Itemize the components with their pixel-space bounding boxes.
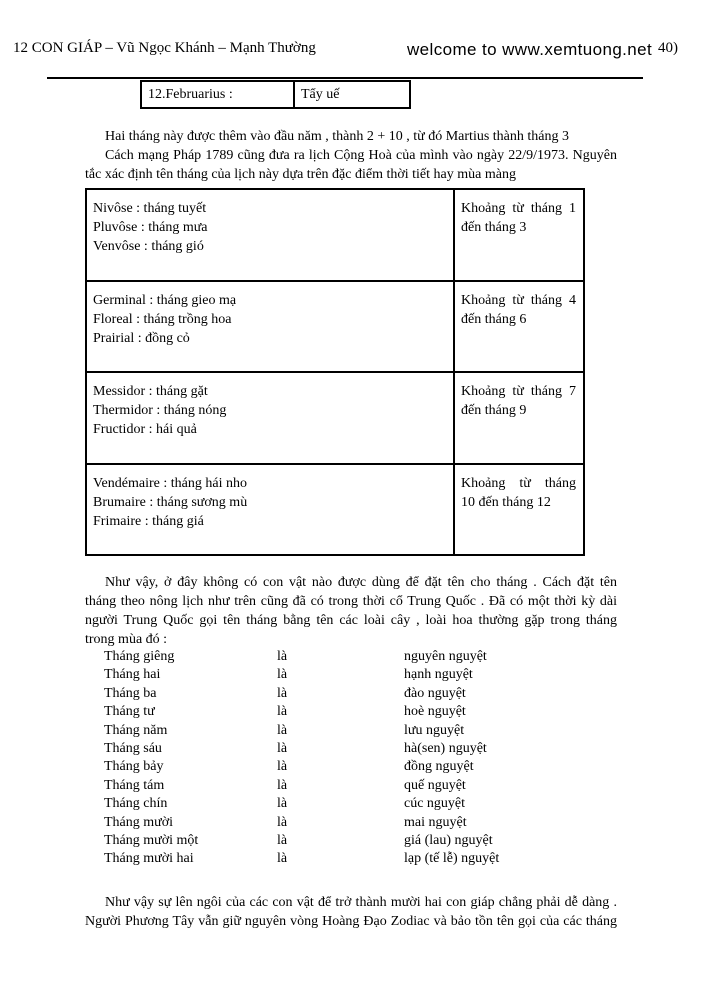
- month-value: quế nguyệt: [404, 777, 466, 793]
- month-value: lạp (tế lễ) nguyệt: [404, 851, 500, 867]
- month-value: hà(sen) nguyệt: [404, 740, 487, 756]
- month-name-line: Pluvôse : tháng mưa: [93, 220, 208, 235]
- month-verb: là: [277, 667, 288, 683]
- month-name: Tháng chín: [104, 796, 168, 812]
- closing-line-1: Như vậy sự lên ngôi của các con vật để trở thành mười hai con giáp chẳng phải dễ dàng .: [105, 895, 617, 910]
- republican-calendar-table: [85, 188, 585, 556]
- month-value: giá (lau) nguyệt: [404, 832, 493, 848]
- month-name-line: Venvôse : tháng gió: [93, 239, 204, 254]
- closing-line-2: Người Phương Tây vẫn giữ nguyên vòng Hoàng Đạo Zodiac và bảo tồn tên gọi của các tháng: [85, 914, 617, 929]
- middle-paragraph: [85, 573, 617, 649]
- month-verb: là: [277, 851, 288, 867]
- month-verb: là: [277, 704, 288, 720]
- month-list-row: [85, 666, 617, 684]
- table-row: [86, 189, 584, 281]
- month-name-line: Prairial : đồng cỏ: [93, 330, 190, 346]
- month-range-line: đến tháng 9: [461, 403, 527, 418]
- table-row: [86, 464, 584, 556]
- month-verb: là: [277, 649, 288, 664]
- month-name-line: Germinal : tháng gieo mạ: [93, 292, 237, 308]
- month-name: Tháng giêng: [104, 649, 175, 664]
- month-list-row: [85, 777, 617, 795]
- month-value: hoè nguyệt: [404, 704, 466, 720]
- month-name-line: Vendémaire : tháng hái nho: [93, 475, 247, 491]
- intro-paragraph: [85, 127, 617, 184]
- table-row: [86, 281, 584, 373]
- month-range-line: đến tháng 3: [461, 220, 527, 235]
- month-value: hạnh nguyệt: [404, 667, 473, 683]
- page-number: 40): [658, 40, 678, 56]
- month-value: lưu nguyệt: [404, 722, 465, 738]
- month-verb: là: [277, 759, 288, 775]
- month-name-line: Fructidor : hái quả: [93, 422, 197, 437]
- middle-line-3: người Trung Quốc gọi tên tháng bằng tên các loài cây , loài hoa thường gặp trong tháng: [85, 613, 617, 628]
- middle-line-2: tháng theo nông lịch như trên cũng đã có trong thời cổ Trung Quốc . Đã có một thời kỳ dài: [85, 594, 617, 609]
- month-name: Tháng bảy: [104, 759, 164, 775]
- month-name-line: Floreal : tháng trồng hoa: [93, 311, 232, 327]
- closing-paragraph: [85, 893, 617, 931]
- month-list-row: [85, 758, 617, 776]
- month-list-row: [85, 795, 617, 813]
- month-value: cúc nguyệt: [404, 796, 466, 812]
- month-range-line: Khoảng từ tháng 1: [461, 201, 576, 216]
- month-list-row: [85, 685, 617, 703]
- month-range-cell: [454, 281, 584, 373]
- month-name: Tháng tư: [104, 704, 155, 720]
- februarius-label-cell: 12.Februarius :: [141, 81, 294, 108]
- month-value: đào nguyệt: [404, 685, 466, 701]
- month-range-line: 10 đến tháng 12: [461, 494, 551, 510]
- month-value: đồng nguyệt: [404, 759, 474, 775]
- februarius-value-cell: Tẩy uế: [294, 81, 410, 108]
- month-name-line: Frimaire : tháng giá: [93, 513, 204, 529]
- header-title: 12 CON GIÁP – Vũ Ngọc Khánh – Mạnh Thường: [13, 40, 316, 56]
- month-name: Tháng mười một: [104, 832, 199, 848]
- month-verb: là: [277, 777, 288, 793]
- intro-line-2: Cách mạng Pháp 1789 cũng đưa ra lịch Cộng Hoà của mình vào ngày 22/9/1973. Nguyên: [105, 148, 617, 163]
- month-names-cell: [86, 372, 454, 464]
- table-row: [86, 372, 584, 464]
- month-list-row: [85, 703, 617, 721]
- month-names-cell: [86, 464, 454, 556]
- month-verb: là: [277, 796, 288, 812]
- month-verb: là: [277, 740, 288, 756]
- februarius-table: [140, 80, 411, 109]
- month-list-row: [85, 722, 617, 740]
- month-name: Tháng năm: [104, 722, 168, 738]
- month-list-row: [85, 648, 617, 666]
- month-name: Tháng hai: [104, 667, 161, 683]
- header-site-url: welcome to www.xemtuong.net: [407, 40, 653, 59]
- month-name-line: Messidor : tháng gặt: [93, 384, 208, 399]
- month-name-line: Brumaire : tháng sương mù: [93, 494, 248, 510]
- month-verb: là: [277, 814, 288, 830]
- month-list-row: [85, 740, 617, 758]
- month-range-line: đến tháng 6: [461, 311, 527, 327]
- month-name: Tháng sáu: [104, 740, 162, 756]
- month-verb: là: [277, 832, 288, 848]
- months-list: [85, 648, 617, 869]
- month-range-line: Khoảng từ tháng: [461, 475, 576, 491]
- month-name: Tháng tám: [104, 777, 165, 793]
- month-list-row: [85, 850, 617, 868]
- month-range-line: Khoảng từ tháng 4: [461, 292, 576, 308]
- month-list-row: [85, 814, 617, 832]
- middle-line-1: Như vậy, ở đây không có con vật nào được dùng để đặt tên cho tháng . Cách đặt tên: [105, 575, 617, 590]
- month-value: nguyên nguyệt: [404, 649, 487, 664]
- month-verb: là: [277, 722, 288, 738]
- month-value: mai nguyệt: [404, 814, 467, 830]
- middle-line-4: trong mùa đó :: [85, 632, 168, 647]
- month-name: Tháng mười hai: [104, 851, 194, 867]
- month-range-cell: [454, 464, 584, 556]
- month-range-line: Khoảng từ tháng 7: [461, 384, 576, 399]
- intro-line-1: Hai tháng này được thêm vào đầu năm , thành 2 + 10 , từ đó Martius thành tháng 3: [105, 129, 569, 144]
- month-names-cell: [86, 281, 454, 373]
- month-name-line: Thermidor : tháng nóng: [93, 403, 227, 418]
- month-names-cell: [86, 189, 454, 281]
- month-range-cell: [454, 189, 584, 281]
- month-name-line: Nivôse : tháng tuyết: [93, 201, 207, 216]
- header-rule: [47, 77, 643, 79]
- intro-line-3: tắc xác định tên tháng của lịch này dựa trên đặc điểm thời tiết hay mùa màng: [85, 167, 516, 182]
- month-name: Tháng ba: [104, 685, 157, 701]
- month-range-cell: [454, 372, 584, 464]
- month-verb: là: [277, 685, 288, 701]
- month-list-row: [85, 832, 617, 850]
- month-name: Tháng mười: [104, 814, 174, 830]
